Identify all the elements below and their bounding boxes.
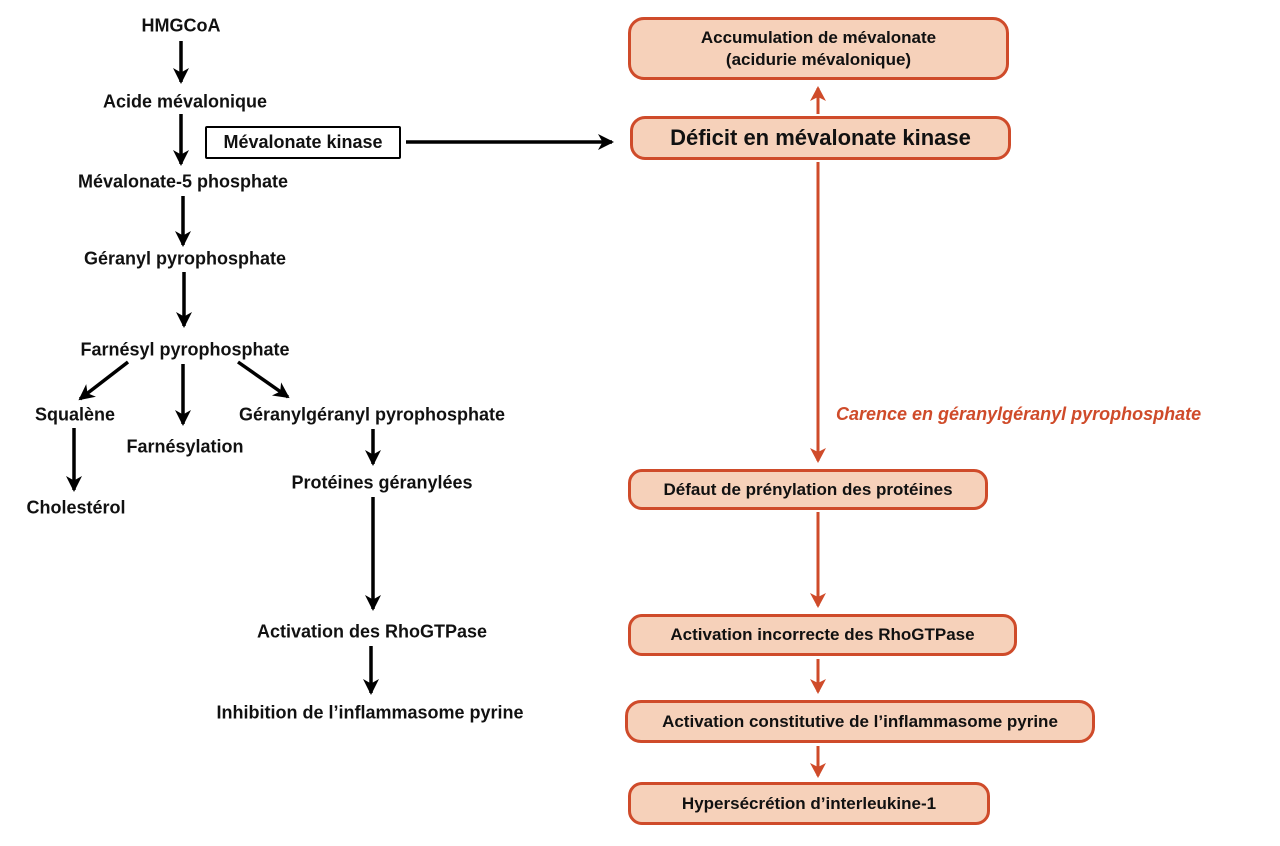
box-deficit-label: Déficit en mévalonate kinase (670, 125, 971, 151)
box-hypersecretion-label: Hypersécrétion d’interleukine-1 (681, 793, 937, 813)
enzyme-box-mevalonate-kinase (205, 126, 401, 159)
box-activation-constitutive-label: Activation constitutive de l’inflammasome pyrine (662, 711, 1058, 731)
node-farnesyl-pyrophosphate: Farnésyl pyrophosphate (80, 339, 290, 360)
node-cholesterol: Cholestérol (26, 497, 126, 518)
box-activation-constitutive (625, 700, 1095, 743)
box-deficit-mevalonate-kinase (630, 116, 1011, 160)
node-acide-mevalonique: Acide mévalonique (102, 91, 268, 112)
node-mevalonate-5-phosphate: Mévalonate-5 phosphate (77, 171, 289, 192)
box-activation-incorrecte-label: Activation incorrecte des RhoGTPase (670, 625, 975, 645)
node-proteines-geranylees: Protéines géranylées (291, 472, 473, 493)
node-farnesylation: Farnésylation (126, 436, 244, 457)
arrow-farnesylpp-to-ggpp (238, 362, 288, 397)
box-accumulation-line2: (acidurie mévalonique) (725, 49, 912, 69)
node-hmgcoa: HMGCoA (141, 15, 221, 36)
node-geranylgeranyl-pyrophosphate: Géranylgéranyl pyrophosphate (238, 404, 506, 425)
node-geranyl-pyrophosphate: Géranyl pyrophosphate (83, 248, 287, 269)
box-accumulation-line1: Accumulation de mévalonate (700, 28, 937, 48)
box-activation-incorrecte (628, 614, 1017, 656)
node-activation-rhogtpase: Activation des RhoGTPase (256, 621, 488, 642)
box-defaut-prenylation (628, 469, 988, 510)
box-hypersecretion-interleukine (628, 782, 990, 825)
enzyme-box-label: Mévalonate kinase (223, 132, 383, 152)
node-inhibition-inflammasome: Inhibition de l’inflammasome pyrine (216, 702, 524, 723)
node-squalene: Squalène (34, 404, 116, 425)
arrow-farnesylpp-to-squalene (80, 362, 128, 399)
box-accumulation-mevalonate (628, 17, 1009, 80)
carence-ggpp-label: Carence en géranylgéranyl pyrophosphate (836, 404, 1202, 424)
box-defaut-label: Défaut de prénylation des protéines (663, 479, 953, 499)
